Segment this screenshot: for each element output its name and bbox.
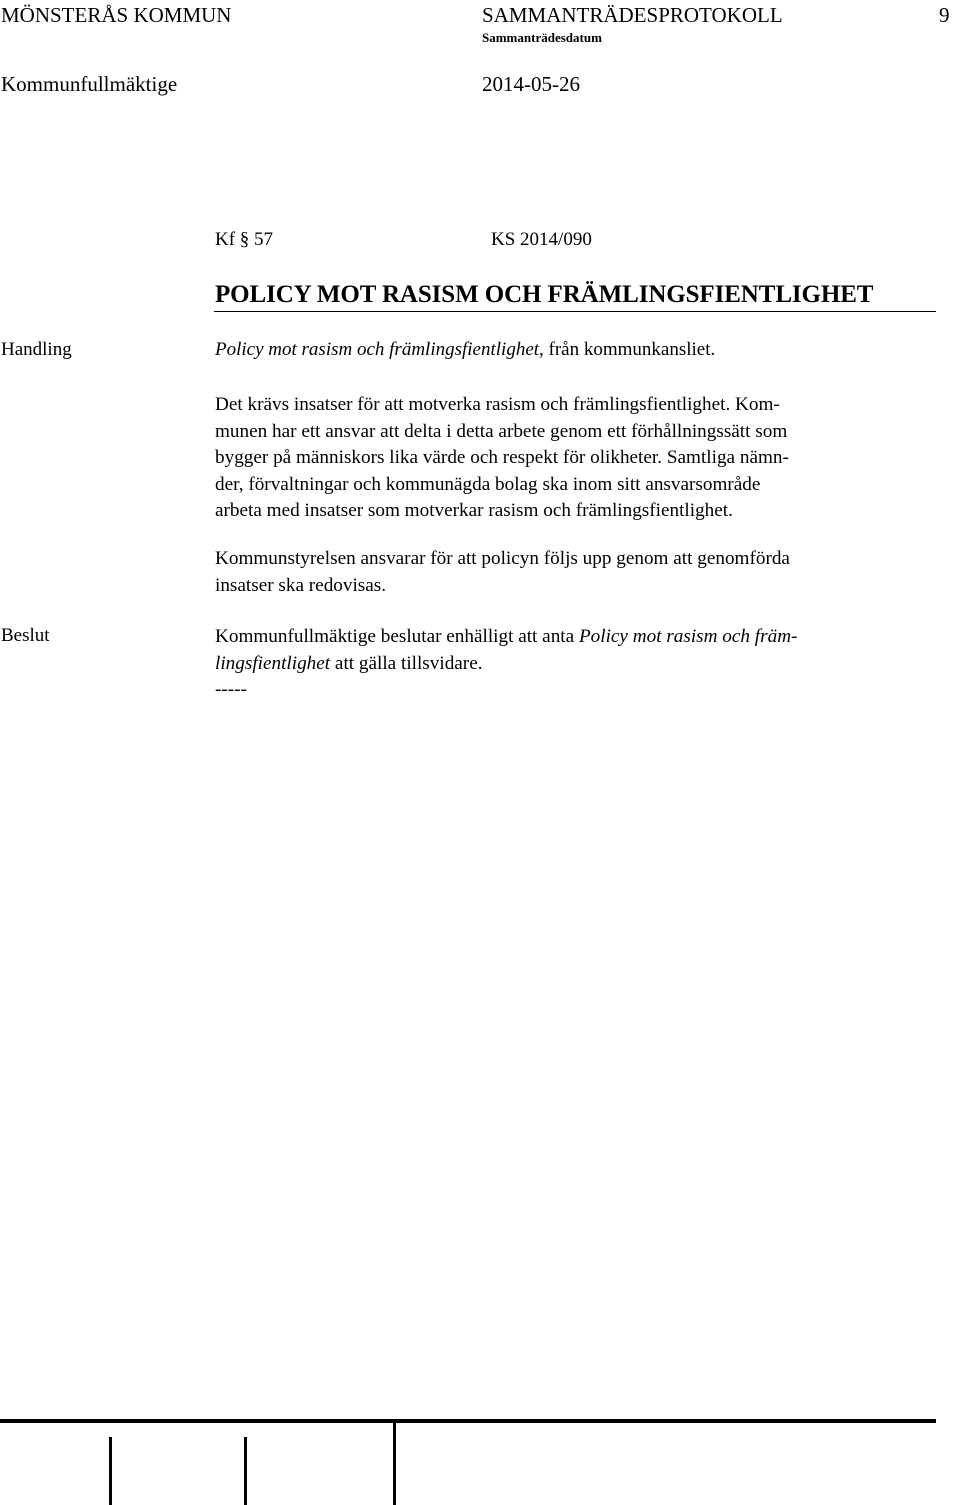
decision-policy-title-part1: Policy mot rasism och främ- — [578, 626, 798, 647]
meeting-date-label: Sammanträdesdatum — [482, 30, 602, 45]
body-paragraph-1 — [215, 392, 915, 525]
document-type: SAMMANTRÄDESPROTOKOLL — [482, 3, 783, 27]
signature-divider — [109, 1437, 112, 1505]
paragraph-line: bygger på människors lika värde och respekt för olikheter. Samtliga nämn- — [215, 447, 789, 469]
decision-suffix: att gälla tillsvidare. — [330, 652, 483, 674]
municipality-name: MÖNSTERÅS KOMMUN — [1, 3, 232, 27]
meeting-date: 2014-05-26 — [482, 72, 580, 96]
paragraph-line: der, förvaltningar och kommunägda bolag ska inom sitt ansvarsområde — [215, 473, 761, 495]
handling-document-title: Policy mot rasism och främlingsfientlighet — [215, 339, 540, 360]
decision-label: Beslut — [1, 625, 50, 646]
title-underline — [214, 311, 936, 312]
paragraph-reference: Kf § 57 — [215, 229, 274, 250]
handling-label: Handling — [1, 339, 72, 360]
paragraph-line: insatser ska redovisas. — [215, 574, 387, 596]
decision-text — [215, 624, 915, 704]
decision-line-1 — [215, 624, 915, 651]
paragraph-line: Det krävs insatser för att motverka rasism och främlingsfientlighet. Kom- — [215, 394, 780, 415]
case-number: KS 2014/090 — [491, 229, 592, 250]
page-title: POLICY MOT RASISM OCH FRÄMLINGSFIENTLIGHET — [215, 281, 874, 308]
footer-rule — [0, 1419, 936, 1423]
decision-policy-title-part2: lingsfientlighet — [215, 652, 331, 674]
signature-divider — [244, 1437, 247, 1505]
meeting-body: Kommunfullmäktige — [1, 72, 178, 96]
body-paragraph-2 — [215, 546, 915, 599]
signature-divider — [393, 1423, 396, 1505]
handling-text — [215, 339, 715, 361]
handling-document-source: , från kommunkansliet. — [539, 339, 716, 360]
paragraph-line: munen har ett ansvar att delta i detta arbete genom ett förhållningssätt som — [215, 420, 788, 442]
decision-line-2 — [215, 651, 915, 678]
end-marker: ----- — [215, 679, 247, 701]
paragraph-line: arbeta med insatser som motverkar rasism och främlingsfientlighet. — [215, 500, 733, 522]
paragraph-line: Kommunstyrelsen ansvarar för att policyn följs upp genom att genomförda — [215, 548, 790, 569]
decision-prefix: Kommunfullmäktige beslutar enhälligt att anta — [215, 626, 579, 647]
page-number: 9 — [939, 3, 950, 27]
